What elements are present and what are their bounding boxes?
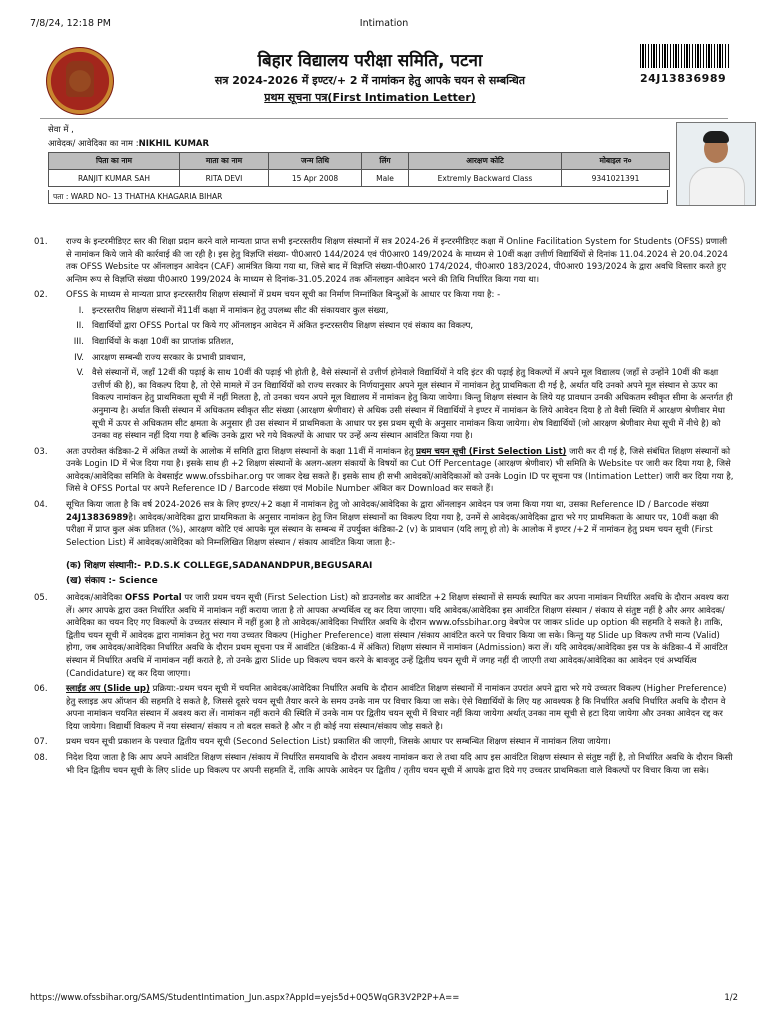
mobile: 9341021391	[562, 170, 670, 187]
page-number: 1/2	[724, 993, 738, 1003]
letter-heading	[150, 48, 590, 105]
col-mobile: मोबाइल न०	[562, 153, 670, 170]
paragraph-number: 08.	[34, 753, 48, 764]
reference-number: 24J13836989	[640, 72, 727, 85]
barcode-image	[640, 44, 730, 68]
paragraph-01	[34, 236, 734, 286]
paragraph-number: 06.	[34, 684, 48, 695]
paragraph-number: 04.	[34, 499, 48, 510]
paragraph-07	[34, 736, 734, 749]
paragraph-number: 02.	[34, 290, 48, 301]
applicant-details-table	[48, 152, 670, 187]
table-header-row	[49, 153, 670, 170]
paragraph-text: निदेश दिया जाता है कि आप अपने आवंटित शिक्षण संस्थान /संकाय में निर्धारित समयावधि के दौरान अवश्य नामांकन करा ले तथा यदि आप इस आवंटित शिक्षण संस्थान से संतुष्ट नहीं है, तो निर्धारित अवधि के दौरान किसी भी दिन द्वितीय चयन सूची के लिए slide up विकल्प पर अपनी सहमति दें, ताकि आपके आवेदन पर द्वितीय / तृतीय चयन सूची में आपके द्वारा दिये गए उच्चतर प्राथमिकता वाले विकल्पों पर विचार किया जा सके।	[66, 753, 733, 776]
salutation: सेवा में ,	[48, 125, 74, 135]
divider	[40, 118, 728, 119]
paragraph-03: 03. अतः उपरोक्त कंडिका-2 में अंकित तथ्यों के आलोक में समिति द्वारा शिक्षण संस्थानों के कक्षा 11वीं में नामांकन हेतु प्रथम चयन सूची (First Selection List) जारी कर दी गई है, जिसे संबंधित शिक्षण संस्थानों को उनके Login ID में भेज दिया गया है। इसके साथ ही +2 शिक्षण संस्थानों के अलग-अलग संकायों के विषयों का Cut Off Percentage (आरक्षण श्रेणीवार) भी समिति के Website पर जारी कर दिया गया है, जिसे आवेदक/आवेदिका समिति के वेबसाईट www.ofssbihar.org पर जाकर देख सकते हैं। इसके साथ ही सभी आवेदकों/आवेदिकाओं को उनके Login ID पर सूचना पत्र (Intimation Letter) जारी कर दिया गया है, जिसे वे OFSS Portal पर अपने Reference ID / Barcode संख्या एवं Mobile Number अंकित कर Download कर सकते हैं।	[34, 446, 734, 495]
col-dob: जन्म तिथि	[269, 153, 362, 170]
father-name: RANJIT KUMAR SAH	[49, 170, 180, 187]
first-selection-list-text: प्रथम चयन सूची (First Selection List)	[416, 446, 567, 457]
paragraph-number: 07.	[34, 737, 48, 748]
address: पता : WARD NO- 13 THATHA KHAGARIA BIHAR	[48, 190, 668, 204]
applicant-name: NIKHIL KUMAR	[138, 139, 210, 149]
paragraph-05: 05. आवेदक/आवेदिका OFSS Portal पर जारी प्रथम चयन सूची (First Selection List) को डाउनलोड कर आवंटित +2 शिक्षण संस्थानों से सम्पर्क स्थापित कर अपना नामांकन निर्धारित अवधि के दौरान अवश्य करा लें। अगर आपके द्वारा उक्त निर्धारित अवधि में नामांकन नहीं कराया जाता है तो आपका अभ्यर्थित्व रद्द कर दिया जाएगा। यदि आवेदक/आवेदिका इस आवंटित शिक्षण संस्थान / संकाय से संतुष्ट नहीं है और अगर आवेदक/आवेदिका का चयन दिए गए विकल्पों के उच्चतर संस्थान में नहीं हुआ है तो आवेदक/आवेदिका निर्धारित अवधि के दौरान www.ofssbihar.org वेबपेज पर जाकर slide up option की सहमति दे सकते है। ताकि, द्वितीय चयन सूची में आवेदक द्वारा नामांकन हेतु भरा गया उच्चतर विकल्प (Higher Preference) वाला संस्थान /संकाय आवंटित करने पर विचार किया जा सके। किन्तु यह Slide up विकल्प तभी मान्य (Valid) होगा, जब आवेदक/आवेदिका निर्धारित अवधि के दौरान प्रथम सूचना पत्र में आवंटित (कंडिका-4 में अंकित) शिक्षण संस्थान में नामांकन (Admission) करा लें। यदि आवेदक/आवेदिका इस पत्र के कंडिका-4 में आवंटित संस्थान में निर्धारित अवधि में नामांकन नहीं कराते है, तो उनके द्वारा Slide up विकल्प चयन करने के बावजूद उन्हें द्वितीय चयन सूची में जगह नहीं दी जाएगी तथा आवेदक/आवेदिका का आवेदन एवं अभ्यर्थित्व (Candidature) रद्द कर दिया जाएगा।	[34, 593, 729, 679]
gender: Male	[362, 170, 409, 187]
paragraph-text: प्रथम चयन सूची प्रकाशन के पश्चात द्वितीय चयन सूची (Second Selection List) प्रकाशित की जाएगी, जिसके आधार पर सम्बन्धित शिक्षण संस्थान में नामांकन लिया जायेगा।	[66, 737, 611, 748]
list-item: III. विद्यार्थियों के कक्षा 10वीं का प्राप्तांक प्रतिशत,	[73, 337, 234, 348]
col-gender: लिंग	[362, 153, 409, 170]
tab-title: Intimation	[359, 18, 409, 29]
paragraph-06: 06. स्लाईड अप (Slide up) प्रक्रिया:-प्रथम चयन सूची में चयनित आवेदक/आवेदिका निर्धारित अवधि के दौरान आवंटित शिक्षण संस्थानों में नामांकन उपरांत अपने द्वारा भरे गये उच्चतर विकल्प (Higher Preference) हेतु स्लाइड अप ऑप्शन की सहमति दे सकते है, जिससे दूसरे चयन सूची तैयार करने के समय उनके नाम पर विचार किया जा सके। ऐसे विद्यार्थियों के लिए यह आवश्यक है कि निर्धारित अवधि निर्धारित अवधि के दौरान वे अपना नामांकन चयनित संस्थान में अवश्य करा लें। नामांकन नहीं कराने की स्थिति में उनके नाम पर द्वितीय चयन सूची में विचार नहीं किया जायेगा अर्थात् उनका नाम सूची से हटा दिया जायेगा और उनका आवेदन रद्द कर दिया जायेगा। विद्यार्थी विकल्प में नया संस्थान/ संकाय न तो बदल सकते है और न ही कोई नया संस्थान/संकाय जोड़ सकते है।	[34, 684, 727, 732]
allotment-details	[66, 559, 734, 588]
list-item: IV. आरक्षण सम्बन्धी राज्य सरकार के प्रभावी प्रावधान,	[74, 352, 246, 363]
print-datetime: 7/8/24, 12:18 PM	[30, 18, 111, 29]
letter-body	[34, 236, 734, 780]
col-category: आरक्षण कोटि	[409, 153, 562, 170]
session-line: सत्र 2024-2026 में इण्टर/+ 2 में नामांकन हेतु आपके चयन से सम्बन्धित	[214, 74, 526, 87]
slide-up-heading: स्लाईड अप (Slide up)	[66, 684, 150, 695]
mother-name: RITA DEVI	[180, 170, 269, 187]
paragraph-02	[34, 289, 734, 302]
board-seal-logo	[46, 47, 114, 115]
table-row	[49, 170, 670, 187]
category: Extremly Backward Class	[409, 170, 562, 187]
paragraph-text: OFSS के माध्यम से मान्यता प्राप्त इन्टरस्तरीय शिक्षण संस्थानों में प्रथम चयन सूची का निर्माण निम्नांकित बिन्दुओं के आधार पर किया गया है: -	[66, 290, 501, 301]
list-item: V. वैसे संस्थानों में, जहाँ 12वीं की पढ़ाई के साथ 10वीं की पढ़ाई भी होती है, वैसे संस्थानों से उत्तीर्ण होनेवाले विद्यार्थियों ने यदि इंटर की पढ़ाई हेतु विकल्पों में अपने मूल विद्यालय (जहाँ से उन्होंने 10वीं की कक्षा उत्तीर्ण की है), का विकल्प दिया है, तो ऐसे मामले में उन विद्यार्थियों को राज्य सरकार के निर्णयानुसार अपने मूल संस्थान में नामांकन हेतु प्राथमिकता दी गई है, अर्थात यदि उनको अपने मूल संस्थान से ऊपर का विकल्प नामांकन हेतु प्राथमिकता सूची में नहीं मिलता है, तो उनका चयन अपने मूल विद्यालय में नामांकन हेतु किया जायेगा। किन्तु शिक्षण संस्थान के लिये यह प्रावधान उनकी अधिकतम स्वीकृत सीमा के अन्तर्गत ही अनुमान्य है। अर्थात किसी संस्थान में अधिकतम स्वीकृत सीट संख्या (आरक्षण श्रेणीवार) से अधिक उसी संस्थान में विद्यार्थियों ने इण्टर में नामांकन के लिये आवेदन दिया है तो वैसी स्थिति में आरक्षण श्रेणीवार मेधा सूची में ऊपर से अधिकतम सीट क्षमता के अनुसार ही उस संस्थान में प्राथमिकता के आधार पर इस प्रथम सूची के अनुसार नामांकन किया जायेगा। शेष विद्यार्थियों (जो आरक्षण श्रेणीवार मेधा सूची में नीचे है) को उनका वह संस्थान नहीं दिया गया है बल्कि उनके द्वारा भरे गये विकल्पों के आधार पर उन्हें अन्य संस्थान आवंटित किया गया है।	[76, 368, 733, 442]
list-item: II. विद्यार्थियों द्वारा OFSS Portal पर किये गए ऑनलाइन आवेदन में अंकित इन्टरस्तरीय शिक्षण संस्थान एवं संकाय का विकल्प,	[76, 321, 474, 332]
paragraph-number: 03.	[34, 446, 48, 457]
col-father-name: पिता का नाम	[49, 153, 180, 170]
applicant-name-label: आवेदक/ आवेदिका का नाम :	[48, 139, 139, 149]
paragraph-04: 04. सूचित किया जाता है कि वर्ष 2024-2026 सत्र के लिए इण्टर/+2 कक्षा में नामांकन हेतु जो आवेदक/आवेदिका के द्वारा ऑनलाइन आवेदन पत्र जमा किया गया था, उसका Reference ID / Barcode संख्या 24J13836989है। आवेदक/आवेदिका द्वारा प्राथमिकता के अनुसार नामांकन हेतु जिन शिक्षण संस्थानों का विकल्प दिया गया है, उनमें से आवेदक/आवेदिका द्वारा भरे गए प्राथमिकता के आधार पर, 10वीं कक्षा की परीक्षा में प्राप्त कुल अंक प्रतिशत (%), आरक्षण कोटि एवं आपके मूल संस्थान के सम्बन्ध में उपर्युक्त कंडिका-2 (v) के प्रावधान (यदि लागू हो तो) के आलोक में इण्टर /+2 में नामांकन हेतु प्रथम चयन सूची (First Selection List) में आवेदक/आवेदिका को निम्नलिखित शिक्षण संस्थान / संकाय आवंटित किया जाता है:-	[34, 499, 719, 548]
board-name: बिहार विद्यालय परीक्षा समिति, पटना	[257, 51, 483, 71]
paragraph-number: 01.	[34, 237, 48, 247]
letter-title: प्रथम सूचना पत्र(First Intimation Letter)	[264, 91, 476, 104]
dob: 15 Apr 2008	[269, 170, 362, 187]
col-mother-name: माता का नाम	[180, 153, 269, 170]
reference-id-inline: 24J13836989	[66, 512, 129, 523]
allotted-institution: (क) शिक्षण संस्थानी:- P.D.S.K COLLEGE,SADANANDPUR,BEGUSARAI	[66, 561, 373, 572]
applicant-name-line	[48, 138, 209, 149]
paragraph-number: 05.	[34, 593, 48, 604]
paragraph-text: राज्य के इन्टरमीडिएट स्तर की शिक्षा प्रदान करने वाले मान्यता प्राप्त सभी इन्टरस्तरीय शिक्षण संस्थानों में सत्र 2024-26 में इन्टरमीडिएट कक्षा में Online Facilitation System for Students (OFSS) प्रणाली से नामांकन किये जाने की कार्रवाई की जा रही है। इस हेतु विज्ञप्ति संख्या- पी0आर0 144/2024 एवं पी0आर0 149/2024 के माध्यम से 10वीं कक्षा उत्तीर्ण विद्यार्थियों से दिनांक 11.04.2024 से 20.04.2024 तक OFSS Website पर ऑनलाइन आवेदन (CAF) आमंत्रित किया गया था, जिसे बाद में विज्ञप्ति संख्या-पी0आर0 174/2024, पी0आर0 183/2024, पी0आर0 193/2024 के द्वारा अवधि विस्तार करते हुए अन्तिम रूप से विज्ञप्ति संख्या पी0आर0 199/2024 के माध्यम से दिनांक-31.05.2024 तक ऑनलाइन आवेदन भरने की तिथि निर्धारित किया गया था।	[66, 237, 728, 285]
applicant-photo	[676, 122, 756, 206]
paragraph-08	[34, 752, 734, 777]
ofss-portal-text: OFSS Portal	[124, 593, 182, 604]
list-item: I. इन्टरस्तरीय शिक्षण संस्थानों में11वीं कक्षा में नामांकन हेतु उपलब्ध सीट की संकायवार कुल संख्या,	[78, 305, 389, 316]
page-url: https://www.ofssbihar.org/SAMS/StudentIntimation_Jun.aspx?AppId=yejs5d+0Q5WqGR3V2P2P+A==	[30, 993, 460, 1003]
allotted-faculty: (ख) संकाय :- Science	[66, 575, 158, 586]
